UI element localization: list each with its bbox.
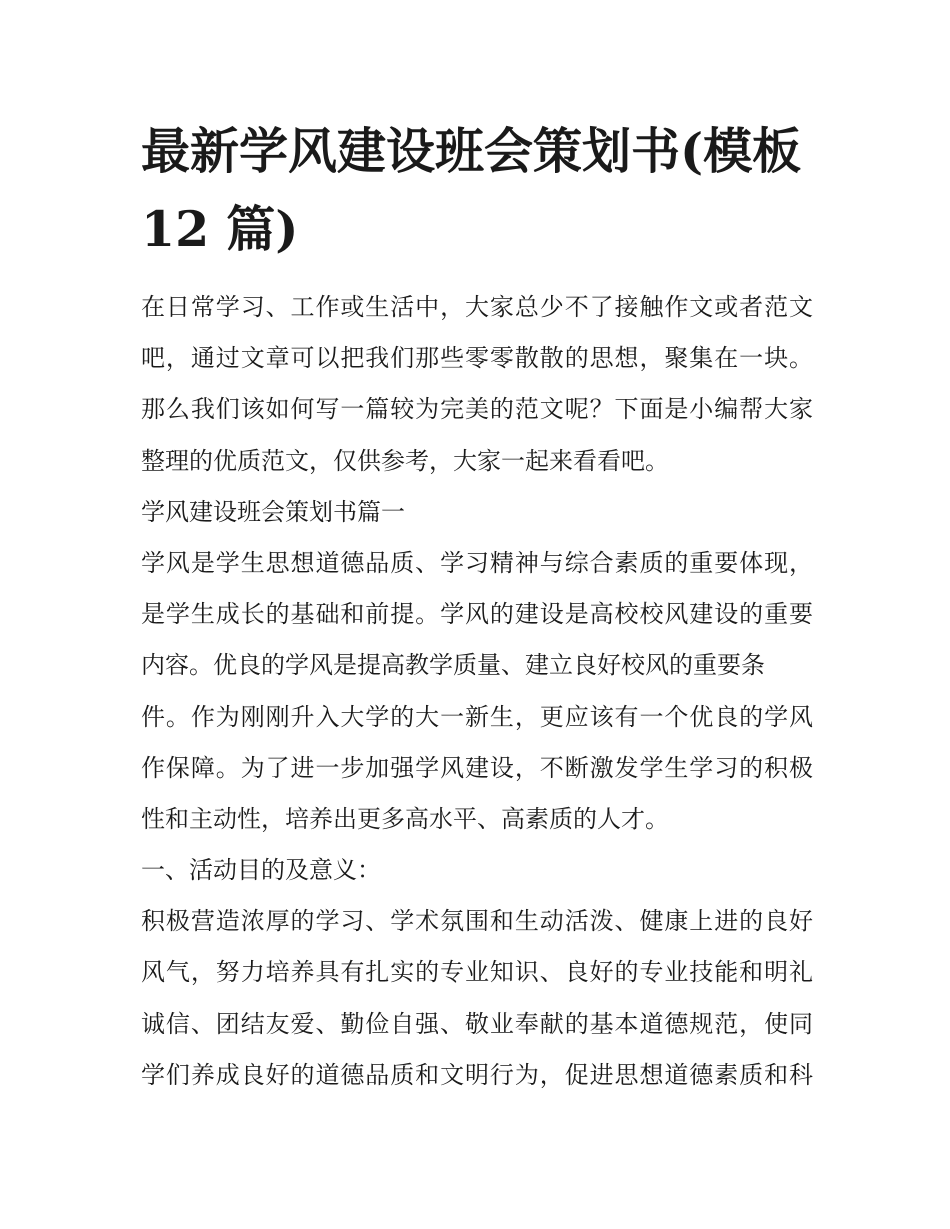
section-heading: 学风建设班会策划书篇一 [141, 497, 405, 526]
body-line: 在日常学习、工作或生活中，大家总少不了接触作文或者范文 [141, 293, 813, 321]
section-heading: 一、活动目的及意义： [141, 856, 381, 885]
title-line-1: 最新学风建设班会策划书(模板 [141, 122, 802, 180]
document-body [141, 282, 813, 1101]
body-line: 学风是学生思想道德品质、学习精神与综合素质的重要体现， [141, 548, 813, 577]
body-line: 诚信、团结友爱、勤俭自强、敬业奉献的基本道德规范，使同 [141, 1009, 813, 1038]
body-line: 风气，努力培养具有扎实的专业知识、良好的专业技能和明礼 [141, 958, 813, 987]
body-line: 性和主动性，培养出更多高水平、高素质的人才。 [141, 804, 669, 833]
document-content [141, 112, 813, 1101]
body-line: 那么我们该如何写一篇较为完美的范文呢？下面是小编帮大家 [141, 395, 813, 424]
body-line: 积极营造浓厚的学习、学术氛围和生动活泼、健康上进的良好 [141, 907, 813, 936]
document-title [141, 112, 813, 268]
title-line-2: 12 篇) [141, 200, 299, 258]
body-line: 内容。优良的学风是提高教学质量、建立良好校风的重要条 [141, 651, 765, 680]
body-line: 吧，通过文章可以把我们那些零零散散的思想，聚集在一块。 [141, 344, 813, 373]
body-line: 件。作为刚刚升入大学的大一新生，更应该有一个优良的学风 [141, 702, 813, 731]
body-line: 是学生成长的基础和前提。学风的建设是高校校风建设的重要 [141, 600, 813, 629]
body-line: 作保障。为了进一步加强学风建设，不断激发学生学习的积极 [141, 753, 813, 782]
body-line: 整理的优质范文，仅供参考，大家一起来看看吧。 [141, 446, 669, 475]
body-line: 学们养成良好的道德品质和文明行为，促进思想道德素质和科 [141, 1060, 813, 1089]
